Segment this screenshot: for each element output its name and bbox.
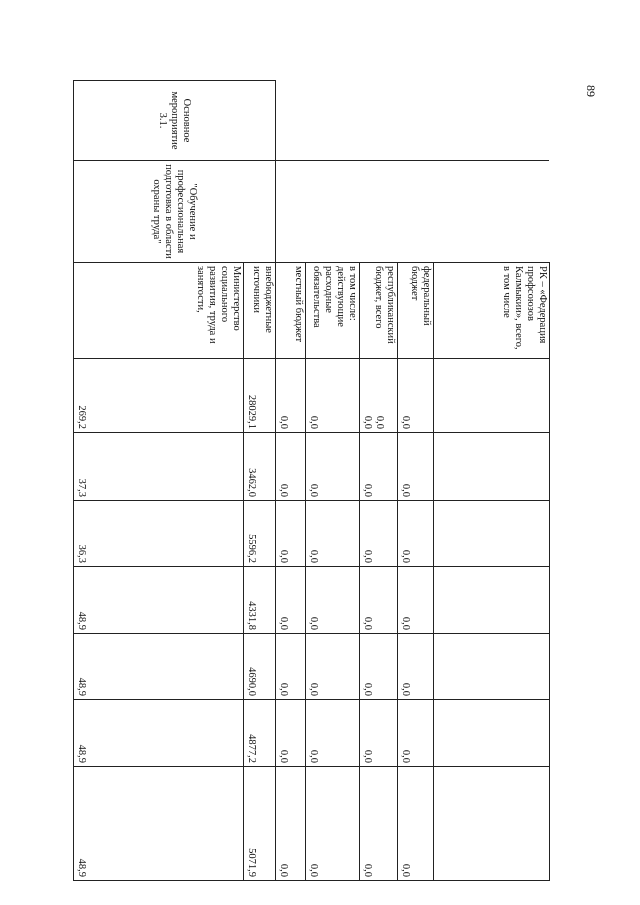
value-cell: 0,0: [306, 359, 360, 433]
blank-cell: [398, 81, 434, 161]
row-label: местный бюджет: [276, 263, 306, 359]
value-cell: 0,0: [360, 634, 398, 700]
value-cell: 0,0: [276, 501, 306, 567]
value-cell: 4877,2: [244, 700, 276, 767]
blank-cell: [276, 81, 306, 161]
value-cell: 5071,9: [244, 767, 276, 881]
row-label: Министерство социального развития, труда и занятости,: [74, 263, 244, 359]
value-cell: 48,9: [74, 700, 244, 767]
activity-name: "Обучение и профессиональная подготовка в области охраны труда": [74, 161, 276, 263]
value-cell: 3462,0: [244, 433, 276, 501]
value-cell: 0,0: [306, 767, 360, 881]
value-cell: 28029,1: [244, 359, 276, 433]
value-cell: 0,0: [360, 433, 398, 501]
blank-cell: [276, 161, 306, 263]
blank-cell: [360, 81, 398, 161]
value-cell: 0,0: [398, 767, 434, 881]
value-cell: 0,0: [276, 634, 306, 700]
empty-cell: [434, 433, 550, 501]
value-cell: 0,0: [276, 433, 306, 501]
value-cell: 0,0: [360, 767, 398, 881]
value-cell: 0,0: [276, 359, 306, 433]
value-cell: 0,0: [276, 567, 306, 634]
blank-cell: [306, 81, 360, 161]
value-cell: 4331,8: [244, 567, 276, 634]
value-cell: 0,0: [360, 501, 398, 567]
blank-cell: [360, 161, 398, 263]
value-cell: 0,0: [306, 567, 360, 634]
budget-table-rotated: [74, 80, 550, 880]
value-cell: 0,0: [398, 359, 434, 433]
empty-cell: [434, 634, 550, 700]
source-header-cell: РК – «Федерация профсоюзов Калмыкии», всего, в том числе: [434, 263, 550, 359]
empty-cell: [434, 700, 550, 767]
row-label: внебюджетные источники: [244, 263, 276, 359]
value-cell: 36,3: [74, 501, 244, 567]
blank-cell: [398, 161, 434, 263]
value-cell: 4690,0: [244, 634, 276, 700]
value-cell: 0,0: [398, 567, 434, 634]
blank-cell: [306, 161, 360, 263]
empty-cell: [434, 567, 550, 634]
value-cell: 0,0: [276, 767, 306, 881]
value-cell: 48,9: [74, 634, 244, 700]
value-cell: 269,2: [74, 359, 244, 433]
blank-cell: [434, 161, 550, 263]
row-label: республиканский бюджет, всего: [360, 263, 398, 359]
value-cell: 0,0: [276, 700, 306, 767]
value-cell: 0,0: [398, 634, 434, 700]
value-cell: 37,3: [74, 433, 244, 501]
value-cell: 0,0: [306, 700, 360, 767]
main-activity-label: Основное мероприятие 3.1.: [74, 81, 276, 161]
value-cell: 0,0: [360, 567, 398, 634]
blank-cell: [434, 81, 550, 161]
value-cell: 0,0: [398, 501, 434, 567]
value-cell: 48,9: [74, 767, 244, 881]
page-number: 89: [584, 85, 598, 97]
value-cell: 0,0: [398, 433, 434, 501]
empty-cell: [434, 501, 550, 567]
value-cell: 0,0: [306, 433, 360, 501]
value-cell: 0,0: [360, 700, 398, 767]
value-cell: 0,0: [306, 634, 360, 700]
value-text: 0,0: [362, 415, 373, 429]
budget-table: [73, 80, 550, 881]
empty-cell: [434, 359, 550, 433]
value-cell: 48,9: [74, 567, 244, 634]
empty-cell: [434, 767, 550, 881]
row-label: в том числе: действующие расходные обязательства: [306, 263, 360, 359]
value-text: 0,0: [374, 415, 385, 429]
value-cell: 0,0: [398, 700, 434, 767]
value-cell: 5596,2: [244, 501, 276, 567]
value-cell: 0,0: [306, 501, 360, 567]
row-label: федеральный бюджет: [398, 263, 434, 359]
value-cell: [360, 359, 398, 433]
